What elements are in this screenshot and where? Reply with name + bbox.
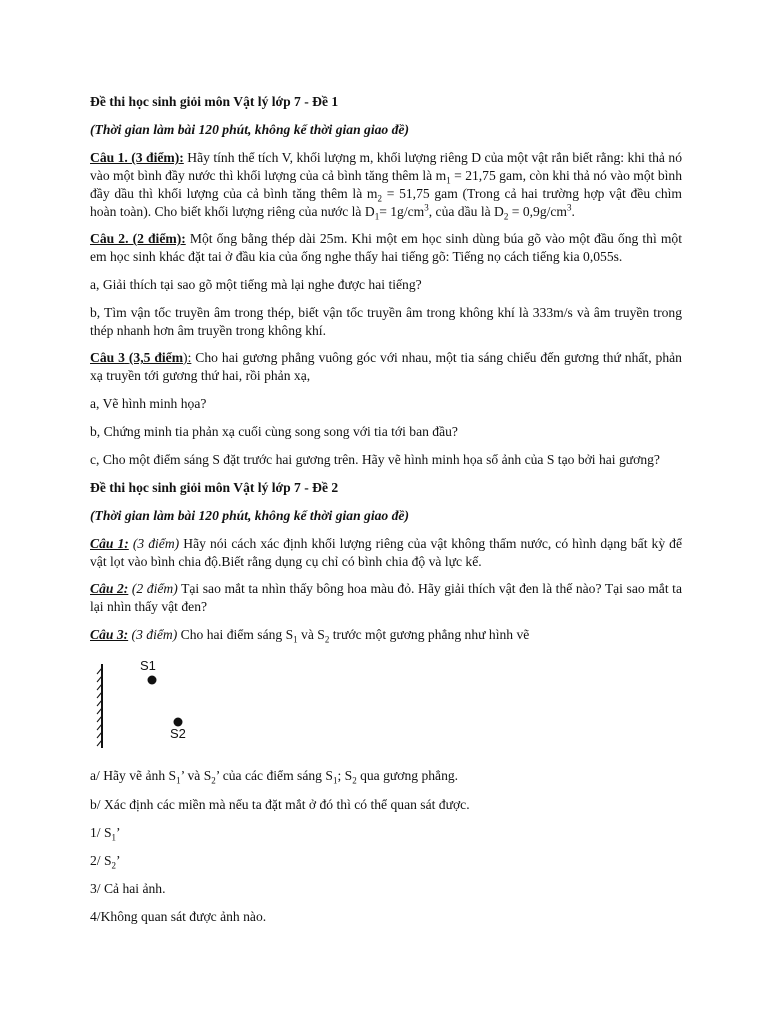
exam1-question-1: [90, 149, 682, 221]
option-text: 2/ S: [90, 853, 112, 868]
exam1-q1-text: .: [571, 204, 575, 219]
exam1-q1-text: = 21,75 gam, còn khi thả nó vào một bình đầy dầu thì khối lượng của cả bình tăng thêm là m: [90, 168, 682, 201]
subscript: 2: [377, 193, 383, 204]
exam2-q1-label: Câu 1:: [90, 536, 129, 551]
exam2-q2-points: (2 điểm): [128, 581, 178, 596]
subscript: 1: [111, 832, 117, 843]
option-text: 1/ S: [90, 825, 112, 840]
exam2-q3a-text: ; S: [337, 768, 353, 783]
exam1-q1-text: , của dầu là D: [428, 204, 504, 219]
exam1-q1-label: Câu 1. (3 điểm):: [90, 150, 184, 165]
exam2-q2-text: Tại sao mắt ta nhìn thấy bông hoa màu đỏ. Hãy giải thích vật đen là thế nào? Tại sao mắt ta lại nhìn thấy vật đen?: [90, 581, 682, 614]
exam2-q1-points: (3 điểm): [128, 536, 180, 551]
exam1-q1-text: Hãy tính thể tích V, khối lượng m, khối lượng riêng D của một vật rắn biết rằng: khi thả nó vào một bình đầy nước thì khối lượng của cả bình tăng thêm là m: [90, 150, 683, 183]
option-text: ’: [116, 853, 121, 868]
exam2-q3-points: (3 điểm): [128, 627, 178, 642]
exam1-q3-label: [90, 350, 183, 365]
exam2-q1-text: Hãy nói cách xác định khối lượng riêng của vật không thấm nước, có hình dạng bất kỳ để vật lọt vào bình chia độ.Biết rằng dụng cụ chỉ có bình chia độ và lực kế.: [90, 536, 683, 569]
subscript: 1: [332, 775, 338, 786]
subscript: 2: [352, 775, 357, 786]
subscript: 2: [111, 860, 117, 871]
exam2-subtitle: (Thời gian làm bài 120 phút, không kể thời gian giao đề): [90, 508, 409, 523]
exam1-q2-part-a: a, Giải thích tại sao gõ một tiếng mà lại nghe được hai tiếng?: [90, 277, 422, 292]
subscript: 1: [293, 634, 298, 645]
exam2-q3-text: và S: [297, 627, 325, 642]
exam2-q3-text: trước một gương phẳng như hình vẽ: [329, 627, 530, 642]
exam2-q3-part-b: b/ Xác định các miền mà nếu ta đặt mắt ở đó thì có thể quan sát được.: [90, 797, 470, 812]
exam1-q2-text: Một ống bằng thép dài 25m. Khi một em học sinh dùng búa gõ vào một đầu ống thì một em học sinh khác đặt tai ở đầu kia của ống nghe thấy hai tiếng gõ: Tiếng nọ cách tiếng kia 0,055s.: [90, 231, 682, 264]
s1-label: S1: [140, 658, 156, 673]
exam1-q3-label-part: (3,5 điểm: [128, 350, 184, 365]
superscript: 3: [424, 202, 429, 213]
exam1-q2-label: Câu 2. (2 điểm):: [90, 231, 186, 246]
exam1-q1-text: = 51,75 gam (Trong cả hai trường hợp vật đều chìm hoàn toàn). Cho biết khối lượng riêng của nước là D: [90, 186, 683, 219]
exam1-q3-part-a: a, Vẽ hình minh họa?: [90, 396, 207, 411]
exam2-q2-label: Câu 2:: [90, 581, 129, 596]
exam1-q3-part-c: c, Cho một điểm sáng S đặt trước hai gương trên. Hãy vẽ hình minh họa số ảnh của S tạo bởi hai gương?: [90, 452, 660, 467]
exam2-q3-part-a: [90, 767, 682, 785]
exam1-q1-text: = 1g/cm: [379, 204, 425, 219]
exam1-q3-text: Cho hai gương phẳng vuông góc với nhau, một tia sáng chiếu đến gương thứ nhất, phản xạ truyền tới gương thứ hai, rồi phản xạ,: [90, 350, 682, 383]
exam1-q3-part-b: b, Chứng minh tia phản xạ cuối cùng song song với tia tới ban đầu?: [90, 424, 458, 439]
exam2-question-3: [90, 626, 682, 644]
exam1-q3-label-part: ):: [183, 350, 192, 365]
exam1-subtitle: (Thời gian làm bài 120 phút, không kể thời gian giao đề): [90, 122, 409, 137]
exam2-q3a-text: a/ Hãy vẽ ảnh S: [90, 768, 177, 783]
exam2-question-2: [90, 580, 682, 616]
subscript: 1: [176, 775, 181, 786]
exam1-question-3: [90, 349, 682, 385]
point-s1: [148, 676, 157, 685]
exam1-q1-text: = 0,9g/cm: [508, 204, 567, 219]
exam2-q3a-text: ’ của các điểm sáng S: [215, 768, 333, 783]
exam2-q3-option-1: [90, 824, 682, 842]
option-text: ’: [116, 825, 121, 840]
subscript: 1: [446, 175, 451, 186]
mirror-figure: [88, 652, 208, 756]
exam1-q2-part-b: b, Tìm vận tốc truyền âm trong thép, biết vận tốc truyền âm trong không khí là 333m/s và âm truyền trong thép nhanh hơn âm truyền trong không khí.: [90, 305, 682, 338]
exam2-q3-label: Câu 3:: [90, 627, 129, 642]
exam2-question-1: [90, 535, 682, 571]
exam2-q3a-text: qua gương phẳng.: [356, 768, 459, 783]
exam2-q3-option-2: [90, 852, 682, 870]
exam2-q3-option-3: 3/ Cả hai ảnh.: [90, 881, 166, 896]
subscript: 2: [211, 775, 216, 786]
s2-label: S2: [170, 726, 186, 741]
exam2-q3-option-4: 4/Không quan sát được ảnh nào.: [90, 909, 267, 924]
exam1-title: Đề thi học sinh giỏi môn Vật lý lớp 7 - Đề 1: [90, 94, 339, 109]
subscript: 2: [324, 634, 330, 645]
exam1-q3-label-part: Câu 3: [90, 350, 125, 365]
exam1-question-2: [90, 230, 682, 266]
subscript: 2: [503, 211, 509, 222]
superscript: 3: [567, 202, 572, 213]
exam2-q3a-text: ’ và S: [180, 768, 212, 783]
subscript: 1: [374, 211, 380, 222]
exam2-title: Đề thi học sinh giỏi môn Vật lý lớp 7 - Đề 2: [90, 480, 339, 495]
exam2-q3-text: Cho hai điểm sáng S: [177, 627, 294, 642]
